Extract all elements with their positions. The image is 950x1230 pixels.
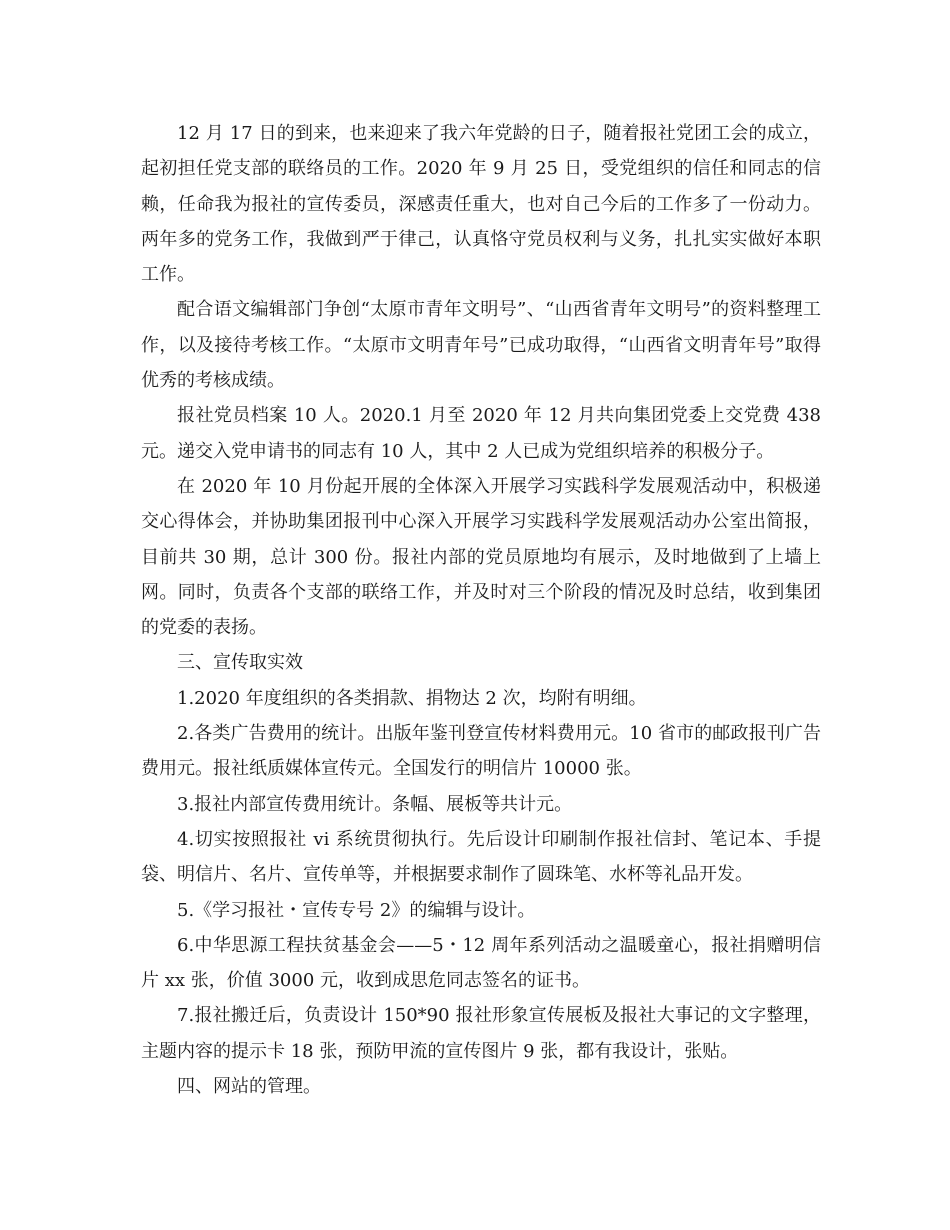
paragraph-member-records: 报社党员档案 10 人。2020.1 月至 2020 年 12 月共向集团党委上交党费 438 元。递交入党申请书的同志有 10 人，其中 2 人已成为党组织培养的积极分子。 [141, 405, 821, 462]
paragraph-party-role: 12 月 17 日的到来，也来迎来了我六年党龄的日子，随着报社党团工会的成立，起初担任党支部的联络员的工作。2020 年 9 月 25 日，受党组织的信任和同志的信赖，任命我为报社的宣传委员，深感责任重大，也对自己今后的工作多了一份动力。两年多的党务工作，我做到严于律己，认真恪守党员权利与义务，扎扎实实做好本职工作。 [141, 123, 821, 286]
list-item-vi-system: 4.切实按照报社 vi 系统贯彻执行。先后设计印刷制作报社信封、笔记本、手提袋、明信片、名片、宣传单等，并根据要求制作了圆珠笔、水杯等礼品开发。 [141, 828, 821, 886]
list-item-internal-costs: 3.报社内部宣传费用统计。条幅、展板等共计元。 [177, 793, 573, 815]
list-item-charity: 6.中华思源工程扶贫基金会——5・12 周年系列活动之温暖童心，报社捐赠明信片 xx 张，价值 3000 元，收到成思危同志签名的证书。 [141, 934, 821, 992]
paragraph-study-activity: 在 2020 年 10 月份起开展的全体深入开展学习实践科学发展观活动中，积极递交心得体会，并协助集团报刊中心深入开展学习实践科学发展观活动办公室出简报，目前共 30 期，总计 300 份。报社内部的党员原地均有展示，及时地做到了上墙上网。同时，负责各个支部的联络工作，并及时对三个阶段的情况及时总结，收到集团的党委的表扬。 [141, 475, 821, 639]
paragraph-civilization-award: 配合语文编辑部门争创“太原市青年文明号”、“山西省青年文明号”的资料整理工作，以及接待考核工作。“太原市文明青年号”已成功取得，“山西省文明青年号”取得优秀的考核成绩。 [141, 299, 821, 392]
list-item-special-issue: 5.《学习报社・宣传专号 2》的编辑与设计。 [177, 899, 536, 921]
document-body [141, 116, 821, 1104]
section-heading-website: 四、网站的管理。 [177, 1076, 321, 1098]
section-heading-publicity: 三、宣传取实效 [177, 652, 303, 674]
list-item-relocation: 7.报社搬迁后，负责设计 150*90 报社形象宣传展板及报社大事记的文字整理，主题内容的提示卡 18 张，预防甲流的宣传图片 9 张，都有我设计，张贴。 [141, 1005, 821, 1062]
list-item-donations: 1.2020 年度组织的各类捐款、捐物达 2 次，均附有明细。 [177, 687, 647, 709]
list-item-ad-costs: 2.各类广告费用的统计。出版年鉴刊登宣传材料费用元。10 省市的邮政报刊广告费用元。报社纸质媒体宣传元。全国发行的明信片 10000 张。 [141, 723, 821, 780]
